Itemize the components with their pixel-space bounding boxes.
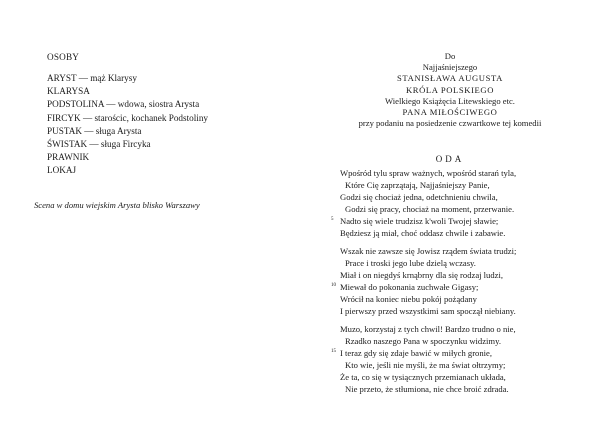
ode-title: ODA	[435, 154, 465, 164]
verse-line: Że ta, co się w tysiącznych przemianach układa,	[340, 371, 506, 382]
person-podstolina: PODSTOLINA — wdowa, siostra Arysta	[47, 99, 200, 110]
verse-line-15	[331, 347, 516, 360]
verse-line: Wrócił na koniec niebu pokój pożądany	[340, 293, 477, 304]
person-aryst: ARYST — mąż Klarysy	[47, 73, 137, 83]
dedication-line: KRÓLA POLSKIEGO	[405, 84, 495, 95]
line-number: 15	[331, 348, 336, 354]
dramatis-personae-title: OSOBY	[47, 52, 80, 62]
dedication-line: Najjaśniejszego	[422, 62, 478, 73]
verse-line: Godzi się chociaż jedna, odetchnieniu chwila,	[340, 191, 498, 202]
person-prawnik: PRAWNIK	[47, 152, 90, 163]
person-pustak: PUSTAK — sługa Arysta	[47, 125, 142, 136]
verse-line-5	[331, 215, 516, 228]
verse-line: Prace i troski jego lube dzielą wczasy.	[345, 257, 476, 268]
person-klarysa: KLARYSA	[47, 86, 90, 97]
person-lokaj: LOKAJ	[47, 165, 77, 176]
dedication	[300, 51, 600, 129]
stanza-2	[331, 246, 517, 317]
verse-text: Miewał do pokonania zuchwałe Gigasy;	[340, 281, 479, 292]
dedication-line: STANISŁAWA AUGUSTA	[397, 73, 503, 84]
line-number: 10	[331, 282, 336, 288]
verse-line: Które Cię zaprzątają, Najjaśniejszy Panie,	[345, 179, 490, 190]
stanza-1	[331, 168, 517, 239]
person-swistak: ŚWISTAK — sługa Fircyka	[47, 139, 151, 150]
line-number: 5	[331, 216, 334, 222]
verse-line: Muzo, korzystaj z tych chwil! Bardzo trudno o nie,	[340, 324, 516, 334]
scene-setting: Scena w domu wiejskim Arysta blisko Warszawy	[34, 200, 200, 210]
dedication-line: Wielkiego Książęcia Litewskiego etc.	[385, 95, 515, 106]
dedication-line: przy podaniu na posiedzenie czwartkowe tej komedii	[358, 118, 542, 129]
dedication-line: Do	[444, 51, 456, 61]
dedication-line: PANA MIŁOŚCIWEGO	[402, 107, 498, 118]
verse-line: I pierwszy przed wszystkimi sam spoczął niebiany.	[340, 305, 516, 316]
verse-text: Nadto się wiele trudzisz k'woli Twojej sławie;	[340, 215, 499, 226]
verse-line: Wpośród tylu spraw ważnych, wpośród starań tyla,	[340, 168, 517, 178]
verse-line: Miał i on niegdyś krnąbrny dla się rodzaj ludzi,	[340, 269, 504, 280]
person-fircyk: FIRCYK — starościc, kochanek Podstoliny	[47, 112, 209, 123]
verse-line: Będziesz ją miał, choć oddasz chwile i zabawie.	[340, 227, 506, 238]
right-page	[300, 0, 600, 438]
verse-line-10	[331, 281, 516, 294]
verse-line: Godzi się pracy, chociaż na moment, przerwanie.	[345, 203, 515, 214]
verse-line: Nie przeto, że stłumiona, nie chce broić zdrada.	[345, 383, 509, 394]
dramatis-personae-list	[47, 72, 208, 178]
verse-line: Kto wie, jeśli nie myśli, że ma świat ołtrzymy;	[345, 359, 506, 370]
verse-line: Wszak nie zawsze się Jowisz rządem świata trudzi;	[340, 246, 517, 256]
verse-line: Rzadko naszego Pana w spoczynku widzimy.	[345, 335, 502, 346]
stanza-3	[331, 324, 516, 395]
verse-text: I teraz gdy się zdaje bawić w miłych gronie,	[340, 347, 493, 358]
